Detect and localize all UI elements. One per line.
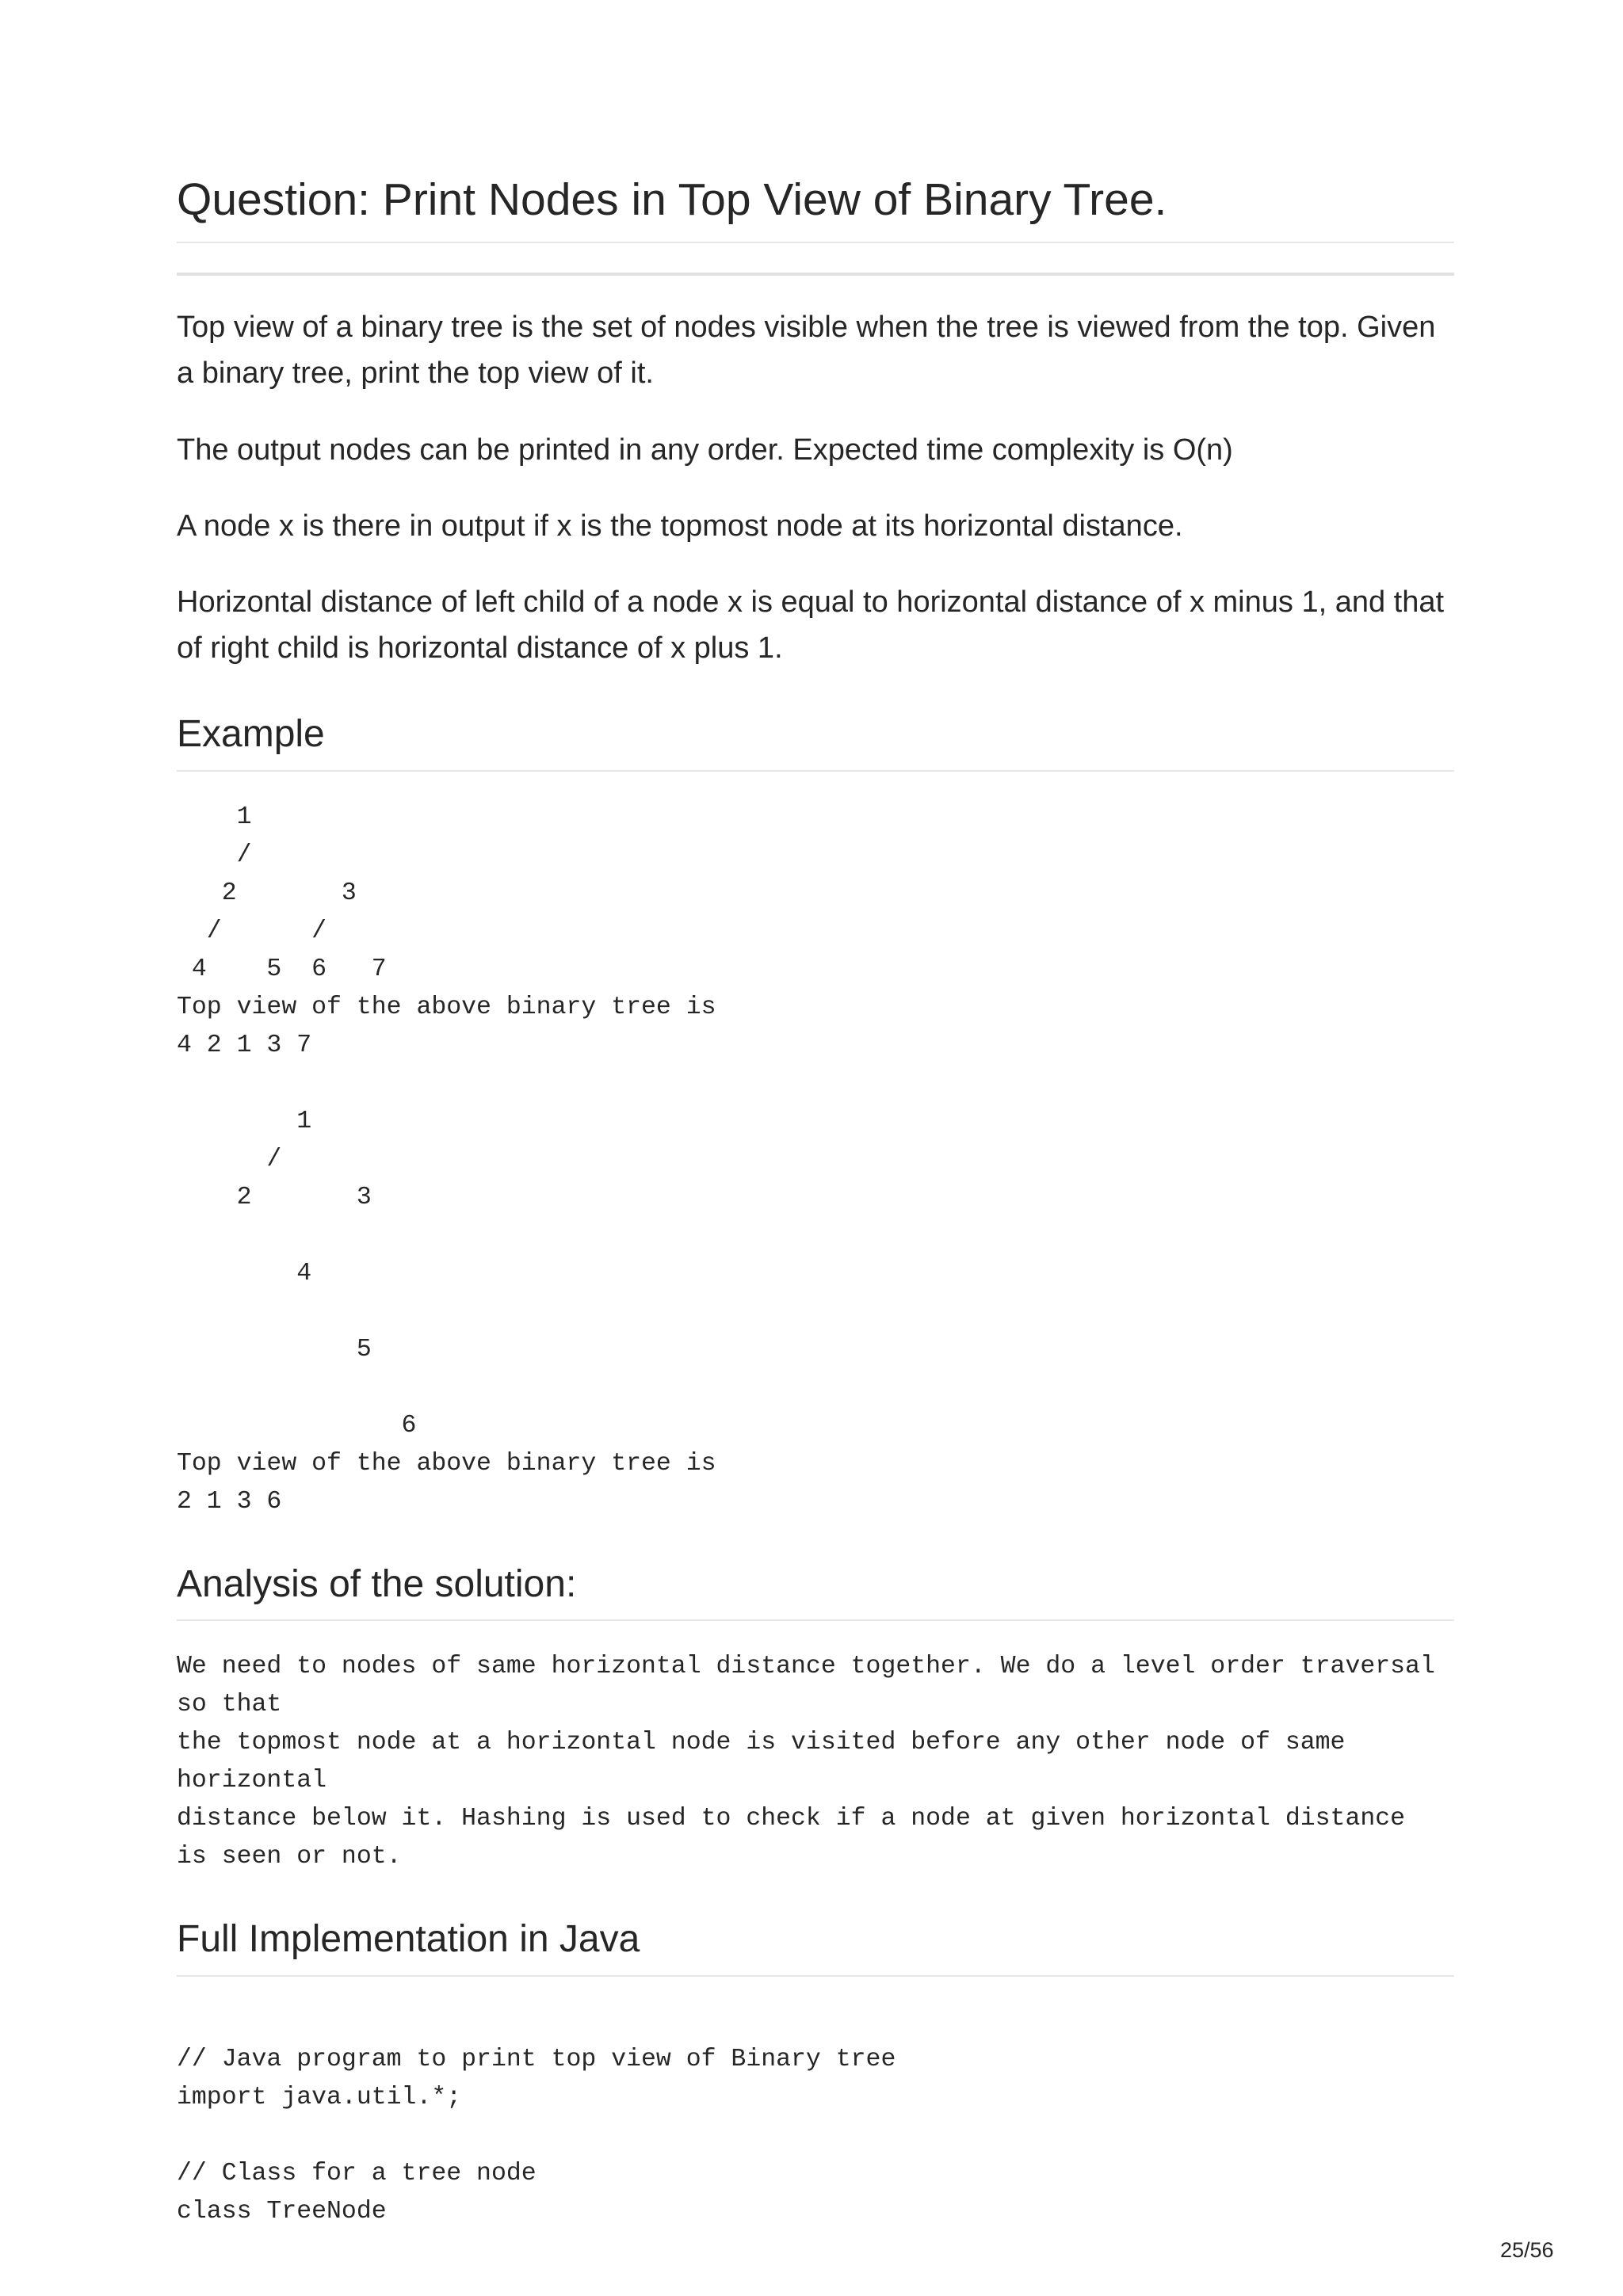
- example-heading-underline: [177, 770, 1454, 772]
- analysis-heading: Analysis of the solution:: [177, 1563, 577, 1605]
- java-code-block: // Java program to print top view of Binary tree import java.util.*; // Class for a tree node class TreeNode: [177, 2046, 896, 2225]
- implementation-heading-underline: [177, 1975, 1454, 1977]
- example-code-block: 1 / 2 3 / / 4 5 6 7 Top view of the above binary tree is 4 2 1 3 7 1 / 2 3 4 5 6 Top view of the above binary tree is 2 1 3 6: [177, 803, 716, 1516]
- implementation-heading: Full Implementation in Java: [177, 1918, 640, 1960]
- intro-paragraph-horizontal-distance: Horizontal distance of left child of a node x is equal to horizontal distance of x minus 1, and that of right child is horizontal distance of x plus 1.: [177, 585, 1445, 665]
- intro-paragraph-topmost: A node x is there in output if x is the topmost node at its horizontal distance.: [177, 509, 1183, 543]
- example-heading: Example: [177, 713, 325, 755]
- title-underline: [177, 242, 1454, 243]
- page-title: Question: Print Nodes in Top View of Binary Tree.: [177, 174, 1167, 225]
- section-divider: [177, 273, 1454, 276]
- intro-paragraph-definition: Top view of a binary tree is the set of nodes visible when the tree is viewed from the top. Given a binary tree, print the top view of it.: [177, 311, 1436, 390]
- page-number: 25/56: [1500, 2238, 1554, 2262]
- analysis-heading-underline: [177, 1619, 1454, 1621]
- analysis-text-block: We need to nodes of same horizontal distance together. We do a level order traversal so that the topmost node at a horizontal node is visited before any other node of same horizontal distance below it. Hashing is used to check if a node at given horizontal distance is seen or not.: [177, 1653, 1435, 1871]
- intro-paragraph-complexity: The output nodes can be printed in any order. Expected time complexity is O(n): [177, 433, 1233, 467]
